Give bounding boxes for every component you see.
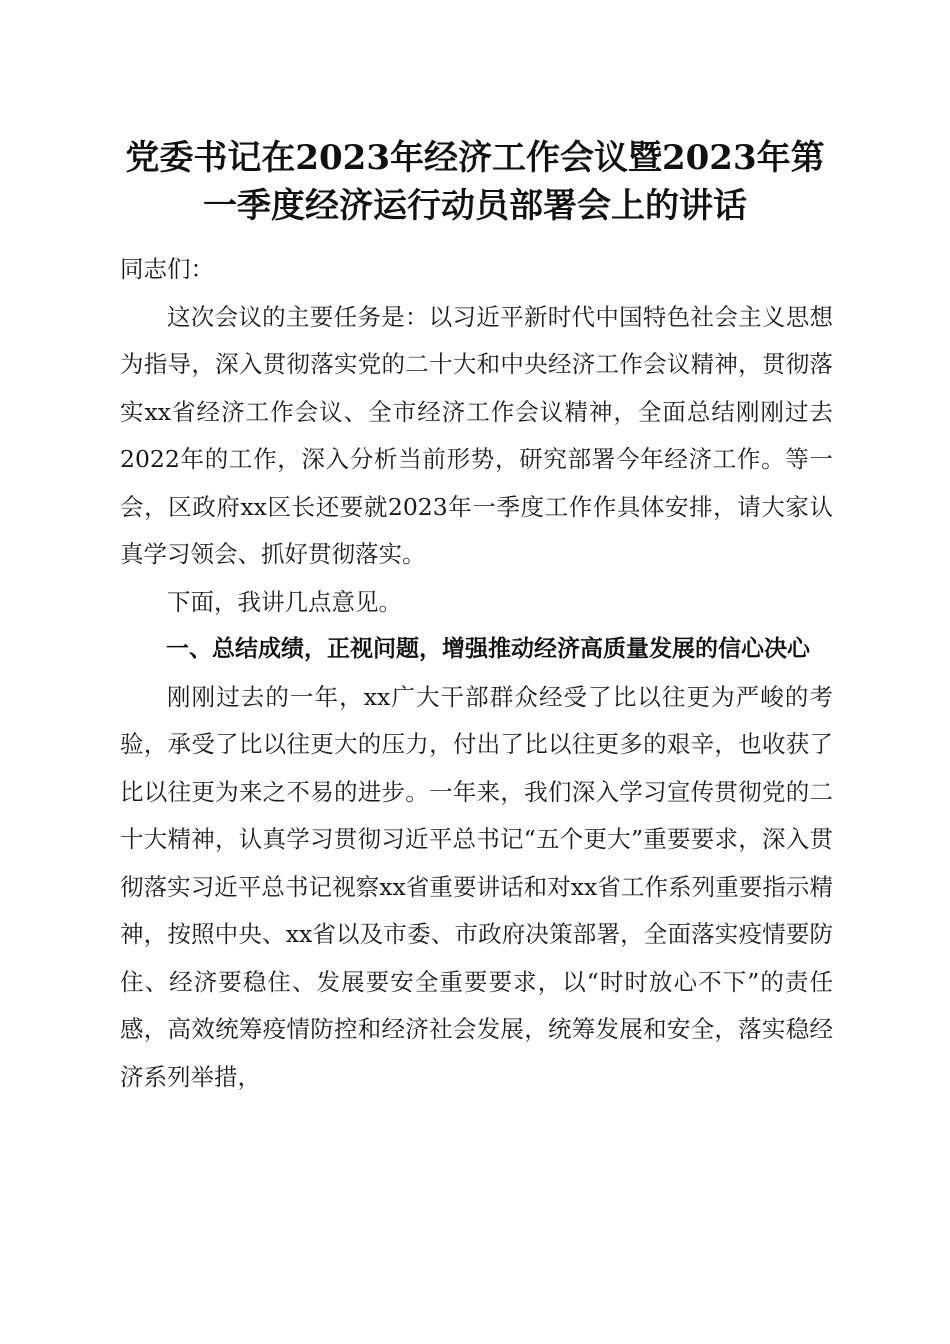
document-body bbox=[120, 246, 833, 1101]
title-line-2: 一季度经济运行动员部署会上的讲话 bbox=[203, 186, 747, 226]
paragraph-transition: 下面，我讲几点意见。 bbox=[167, 587, 402, 616]
salutation: 同志们： bbox=[120, 255, 214, 283]
document-title bbox=[100, 134, 850, 230]
section-heading-1: 一、总结成绩，正视问题，增强推动经济高质量发展的信心决心 bbox=[166, 636, 810, 662]
paragraph-intro: 这次会议的主要任务是：以习近平新时代中国特色社会主义思想为指导，深入贯彻落实党的二十大和中央经济工作会议精神，贯彻落实xx省经济工作会议、全市经济工作会议精神，全面总结刚刚过去2022年的工作，深入分析当前形势，研究部署今年经济工作。等一会，区政府xx区长还要就2023年一季度工作作具体安排，请大家认真学习领会、抓好贯彻落实。 bbox=[120, 302, 833, 568]
paragraph-review: 刚刚过去的一年，xx广大干部群众经受了比以往更为严峻的考验，承受了比以往更大的压力，付出了比以往更多的艰辛，也收获了比以往更为来之不易的进步。一年来，我们深入学习宣传贯彻党的二十大精神，认真学习贯彻习近平总书记“五个更大”重要要求，深入贯彻落实习近平总书记视察xx省重要讲话和对xx省工作系列重要指示精神，按照中央、xx省以及市委、市政府决策部署，全面落实疫情要防住、经济要稳住、发展要安全重要要求，以“时时放心不下”的责任感，高效统筹疫情防控和经济社会发展，统筹发展和安全，落实稳经济系列举措， bbox=[120, 682, 833, 1091]
title-line-1: 党委书记在2023年经济工作会议暨2023年第 bbox=[125, 138, 825, 178]
